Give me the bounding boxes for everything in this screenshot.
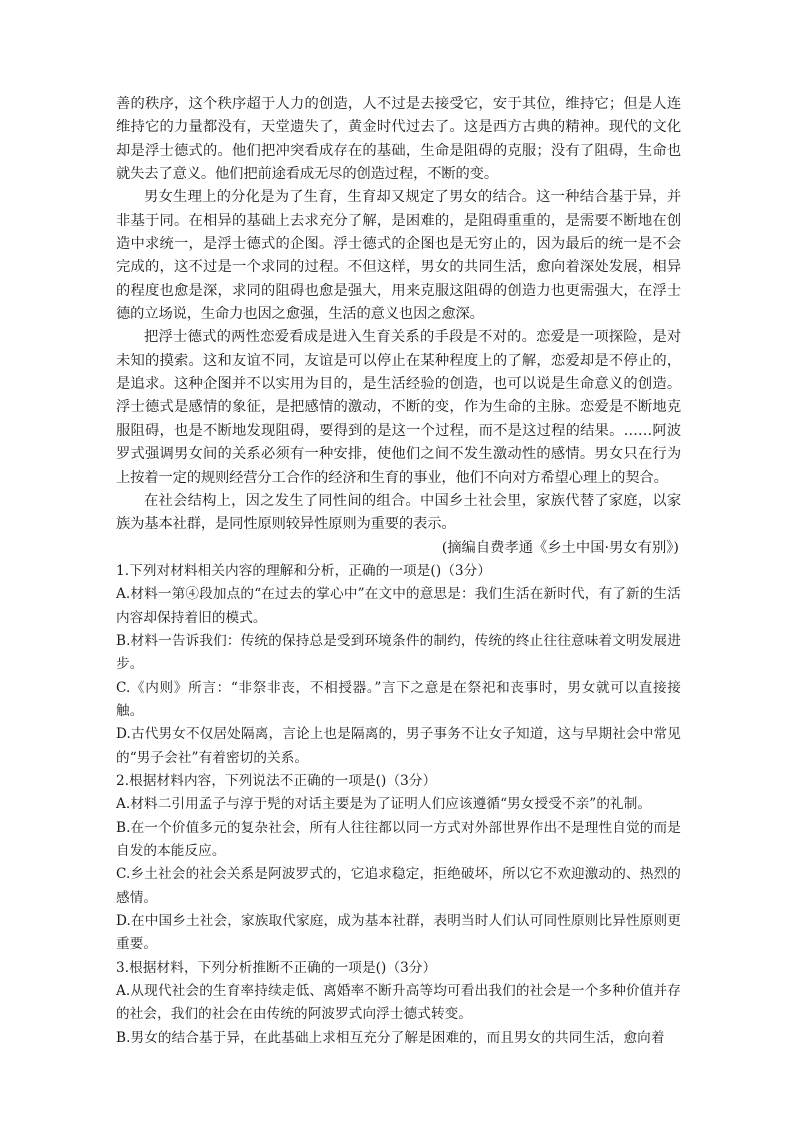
document-page xyxy=(116,93,681,1050)
question-2-stem: 2.根据材料内容，下列说法不正确的一项是()（3分） xyxy=(116,772,437,789)
passage-paragraph-2: 男女生理上的分化是为了生育，生育却又规定了男女的结合。这一种结合基于异，并非基于同。在相异的基础上去求充分了解，是困难的，是阻碍重重的，是需要不断地在创造中求统一，是浮士德式的企图。浮士德式的企图也是无穷止的，因为最后的统一是不会完成的，这不过是一个求同的过程。不但这样，男女的共同生活，愈向着深处发展，相异的程度也愈是深，求同的阻碍也愈是强大，用来克服这阻碍的创造力也更需强大，在浮士德的立场说，生命力也因之愈强，生活的意义也因之愈深。 xyxy=(116,189,681,323)
question-3-option-b: B.男女的结合基于异，在此基础上求相互充分了解是困难的，而且男女的共同生活，愈向着 xyxy=(116,1029,665,1046)
question-1-option-a: A.材料一第④段加点的“在过去的掌心中”在文中的意思是：我们生活在新时代，有了新的生活内容却保持着旧的模式。 xyxy=(116,586,681,626)
question-2-option-b: B.在一个价值多元的复杂社会，所有人往往都以同一方式对外部世界作出不是理性自觉的而是自发的本能反应。 xyxy=(116,819,681,859)
passage-paragraph-1: 善的秩序，这个秩序超于人力的创造，人不过是去接受它，安于其位，维持它；但是人连维持它的力量都没有，天堂遗失了，黄金时代过去了。这是西方古典的精神。现代的文化却是浮士德式的。他们把冲突看成存在的基础，生命是阻碍的克服；没有了阻碍，生命也就失去了意义。他们把前途看成无尽的创造过程，不断的变。 xyxy=(116,96,681,183)
passage-paragraph-4: 在社会结构上，因之发生了同性间的组合。中国乡土社会里，家族代替了家庭，以家族为基本社群，是同性原则较异性原则为重要的表示。 xyxy=(116,492,681,533)
question-1-option-d: D.古代男女不仅居处隔离，言论上也是隔离的，男子事务不让女子知道，这与早期社会中常见的“男子会社”有着密切的关系。 xyxy=(116,726,681,766)
passage-source: (摘编自费孝通《乡土中国·男女有别》) xyxy=(441,539,679,556)
question-1-option-c: C.《内则》所言：“非祭非丧，不相授器。”言下之意是在祭祀和丧事时，男女就可以直接接触。 xyxy=(116,679,681,719)
question-3-stem: 3.根据材料，下列分析推断不正确的一项是()（3分） xyxy=(116,959,437,976)
question-2-option-a: A.材料二引用孟子与淳于髡的对话主要是为了证明人们应该遵循“男女授受不亲”的礼制。 xyxy=(116,796,652,813)
question-3-option-a: A.从现代社会的生育率持续走低、离婚率不断升高等均可看出我们的社会是一个多种价值并存的社会，我们的社会在由传统的阿波罗式向浮士德式转变。 xyxy=(116,983,681,1023)
question-1-option-b: B.材料一告诉我们：传统的保持总是受到环境条件的制约，传统的终止往往意味着文明发展进步。 xyxy=(116,632,681,673)
passage-paragraph-3: 把浮士德式的两性恋爱看成是进入生育关系的手段是不对的。恋爱是一项探险，是对未知的摸索。这和友谊不同，友谊是可以停止在某种程度上的了解，恋爱却是不停止的，是追求。这种企图并不以实用为目的，是生活经验的创造，也可以说是生命意义的创造。浮士德式是感情的象征，是把感情的激动，不断的变，作为生命的主脉。恋爱是不断地克服阻碍，也是不断地发现阻碍，要得到的是这一个过程，而不是这过程的结果。……阿波罗式强调男女间的关系必须有一种安排，使他们之间不发生激动性的感情。男女只在行为上按着一定的规则经营分工合作的经济和生育的事业，他们不向对方希望心理上的契合。 xyxy=(116,329,681,486)
question-2-option-c: C.乡土社会的社会关系是阿波罗式的，它追求稳定，拒绝破坏，所以它不欢迎激动的、热烈的感情。 xyxy=(116,866,681,906)
question-2-option-d: D.在中国乡土社会，家族取代家庭，成为基本社群，表明当时人们认可同性原则比异性原则更重要。 xyxy=(116,913,681,953)
question-1-stem: 1.下列对材料相关内容的理解和分析，正确的一项是()（3分） xyxy=(116,562,492,579)
